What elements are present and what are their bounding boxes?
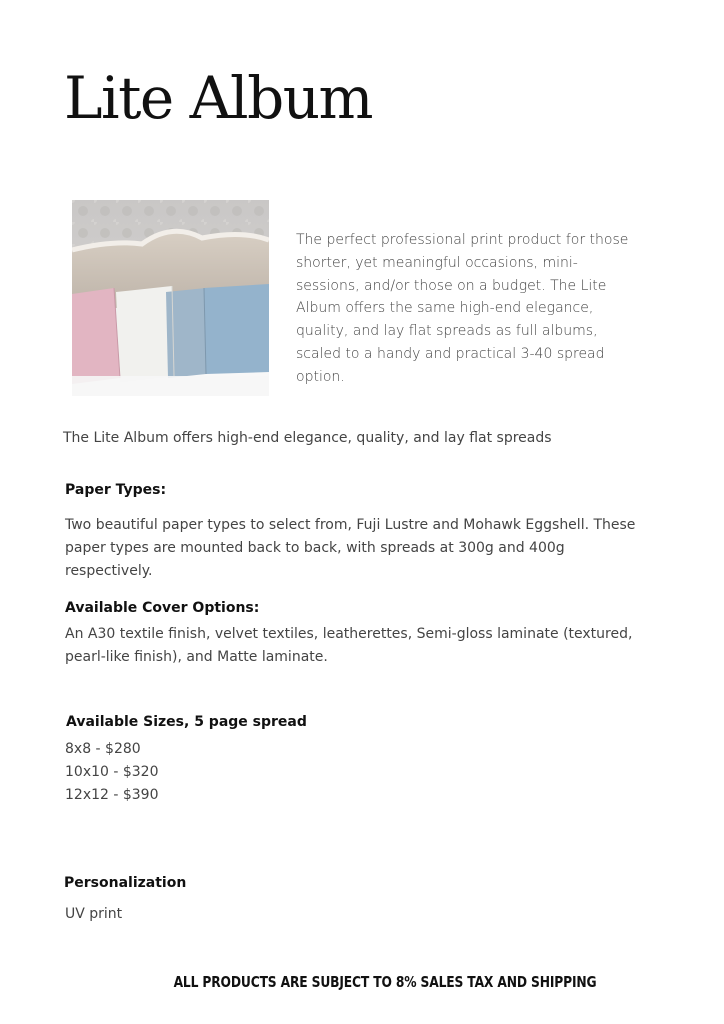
tax-shipping-notice: ALL PRODUCTS ARE SUBJECT TO 8% SALES TAX AND SHIPPING xyxy=(173,973,597,991)
personalization-text: UV print xyxy=(65,906,123,922)
white-album xyxy=(116,286,174,382)
album-caption: The Lite Album offers high-end elegance, quality, and lay flat spreads xyxy=(63,430,552,446)
cover-options-text: An A30 textile finish, velvet textiles, leatherettes, Semi-gloss laminate (textured, pearl-like finish), and Matte laminate. xyxy=(65,626,633,666)
light-blue-album xyxy=(204,284,269,374)
sizes-heading: Available Sizes, 5 page spread xyxy=(66,714,307,730)
album-photo xyxy=(72,200,269,396)
pink-album xyxy=(72,288,120,384)
page-title: Lite Album xyxy=(64,64,373,132)
paper-types-text: Two beautiful paper types to select from, Fuji Lustre and Mohawk Eggshell. These paper types are mounted back to back, with spreads at 300g and 400g respectively. xyxy=(65,517,636,580)
paper-types-heading: Paper Types: xyxy=(65,482,167,498)
size-item-10x10: 10x10 - $320 xyxy=(65,764,159,781)
size-item-12x12: 12x12 - $390 xyxy=(65,787,159,804)
intro-text: The perfect professional print product for those shorter, yet meaningful occasions, mini-sessions, and/or those on a budget. The Lite Album offers the same high-end elegance, quality, and lay flat spreads as full albums, scaled to a handy and practical 3-40 spread option. xyxy=(296,232,629,385)
album-photo-illustration xyxy=(72,200,269,396)
size-item-8x8: 8x8 - $280 xyxy=(65,741,141,757)
cover-options-heading: Available Cover Options: xyxy=(65,600,260,616)
personalization-heading: Personalization xyxy=(64,875,187,891)
sizes-list xyxy=(65,738,159,808)
